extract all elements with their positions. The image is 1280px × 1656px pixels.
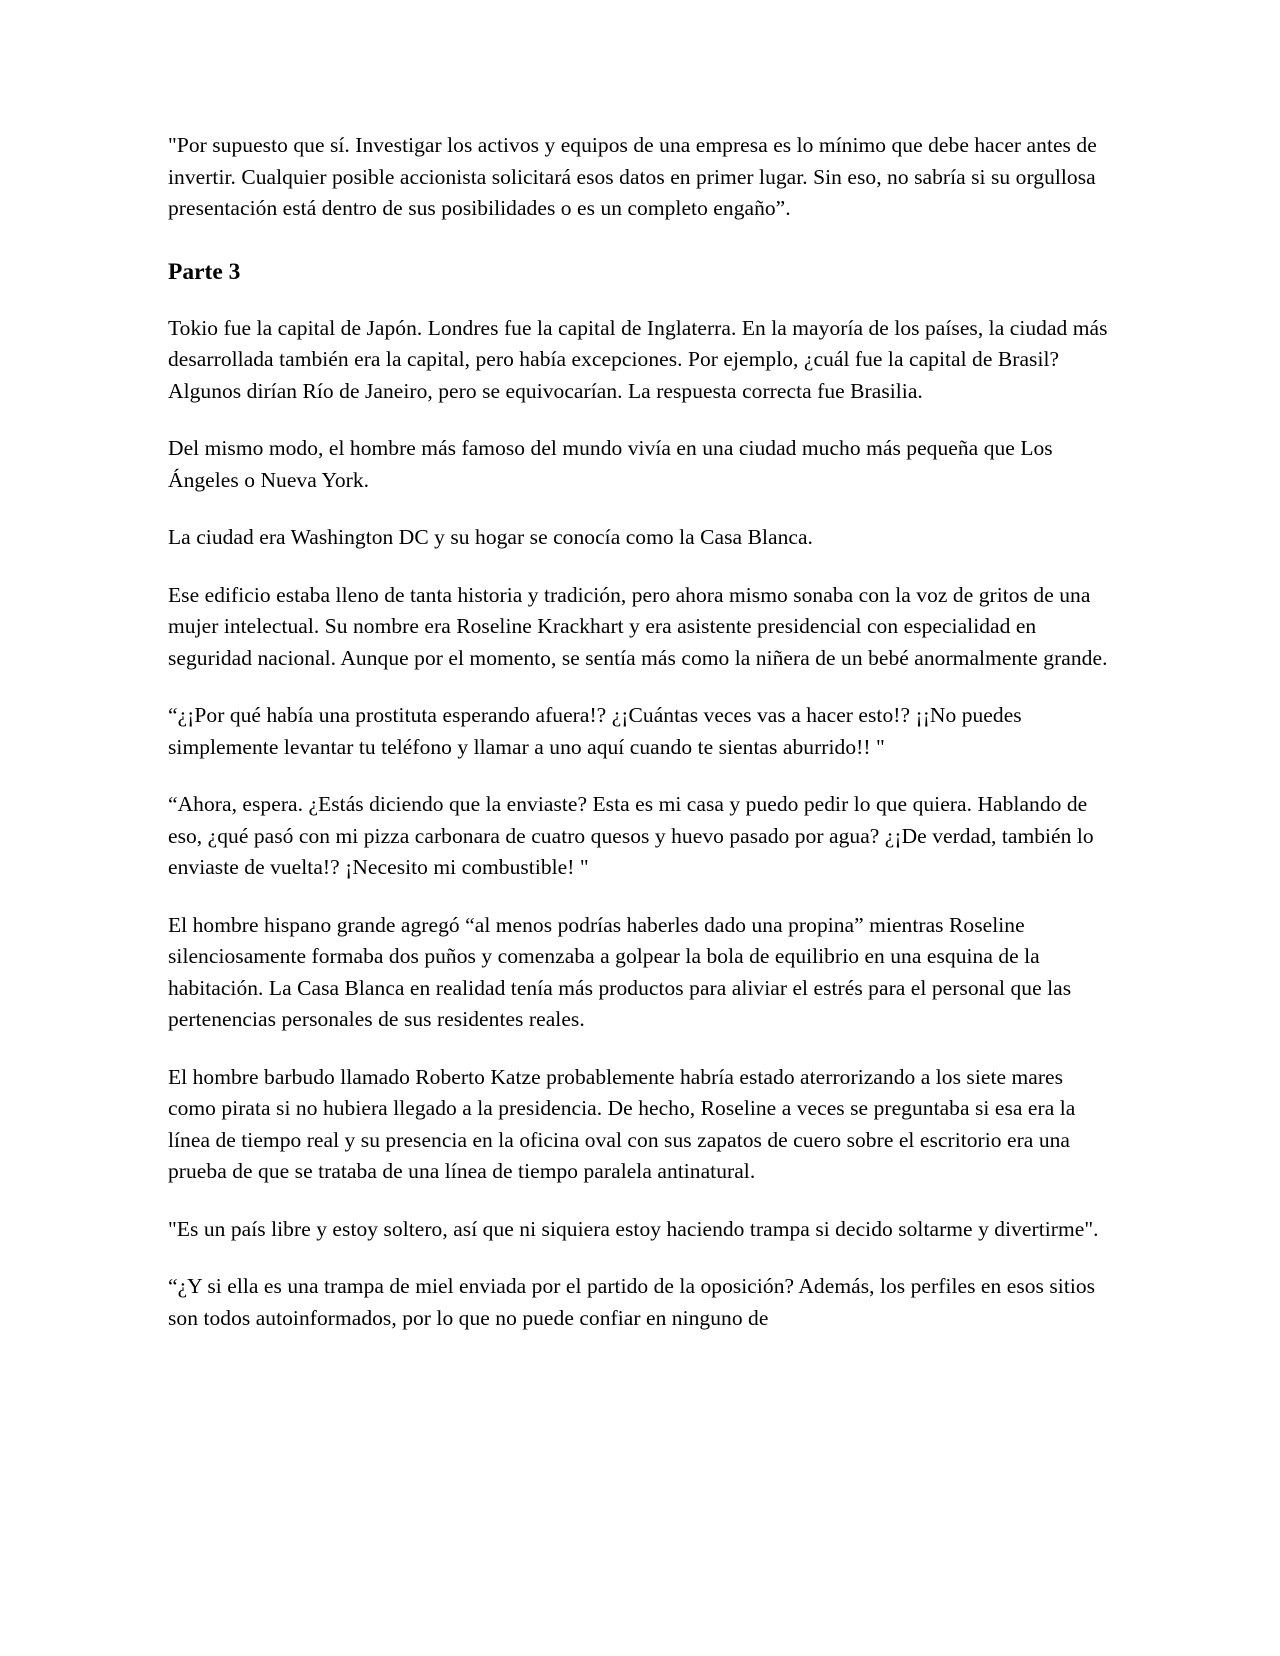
paragraph-roberto-katze: El hombre barbudo llamado Roberto Katze probablemente habría estado aterrorizando a los siete mares como pirata si no hubiera llegado a la presidencia. De hecho, Roseline a veces se preguntaba si esa era la línea de tiempo real y su presencia en la oficina oval con sus zapatos de cuero sobre el escritorio era una prueba de que se trataba de una línea de tiempo paralela antinatural. <box>168 1064 1076 1183</box>
paragraph-dialogue-pizza: “Ahora, espera. ¿Estás diciendo que la enviaste? Esta es mi casa y puedo pedir lo que quiera. Hablando de eso, ¿qué pasó con mi pizza carbonara de cuatro quesos y huevo pasado por agua? ¿¡De verdad, también lo enviaste de vuelta!? ¡Necesito mi combustible! " <box>168 792 1094 879</box>
paragraph-capitals: Tokio fue la capital de Japón. Londres fue la capital de Inglaterra. En la mayoría de los países, la ciudad más desarrollada también era la capital, pero había excepciones. Por ejemplo, ¿cuál fue la capital de Brasil? Algunos dirían Río de Janeiro, pero se equivocarían. La respuesta correcta fue Brasilia. <box>168 315 1108 403</box>
section-heading-parte-3: Parte 3 <box>168 258 241 285</box>
paragraph-dialogue-prostituta: “¿¡Por qué había una prostituta esperando afuera!? ¿¡Cuántas veces vas a hacer esto!? ¡¡No puedes simplemente levantar tu teléfono y llamar a uno aquí cuando te sientas aburrido!! " <box>168 703 1022 759</box>
document-body <box>168 130 1112 1334</box>
paragraph-famous-man: Del mismo modo, el hombre más famoso del mundo vivía en una ciudad mucho más pequeña que Los Ángeles o Nueva York. <box>168 436 1053 492</box>
paragraph-roseline-intro: Ese edificio estaba lleno de tanta historia y tradición, pero ahora mismo sonaba con la voz de gritos de una mujer intelectual. Su nombre era Roseline Krackhart y era asistente presidencial con especialidad en seguridad nacional. Aunque por el momento, se sentía más como la niñera de un bebé anormalmente grande. <box>168 582 1108 670</box>
paragraph-pais-libre: "Es un país libre y estoy soltero, así que ni siquiera estoy haciendo trampa si decido soltarme y divertirme". <box>168 1216 1099 1241</box>
paragraph-propina: El hombre hispano grande agregó “al menos podrías haberles dado una propina” mientras Roseline silenciosamente formaba dos puños y comenzaba a golpear la bola de equilibrio en una esquina de la habitación. La Casa Blanca en realidad tenía más productos para aliviar el estrés para el personal que las pertenencias personales de sus residentes reales. <box>168 912 1072 1031</box>
paragraph-trampa-de-miel: “¿Y si ella es una trampa de miel enviada por el partido de la oposición? Además, los perfiles en esos sitios son todos autoinformados, por lo que no puede confiar en ninguno de <box>168 1274 1096 1330</box>
paragraph-washington-dc: La ciudad era Washington DC y su hogar se conocía como la Casa Blanca. <box>168 525 813 549</box>
paragraph-opening-quote: "Por supuesto que sí. Investigar los activos y equipos de una empresa es lo mínimo que debe hacer antes de invertir. Cualquier posible accionista solicitará esos datos en primer lugar. Sin eso, no sabría si su orgullosa presentación está dentro de sus posibilidades o es un completo engaño”. <box>168 133 1097 220</box>
